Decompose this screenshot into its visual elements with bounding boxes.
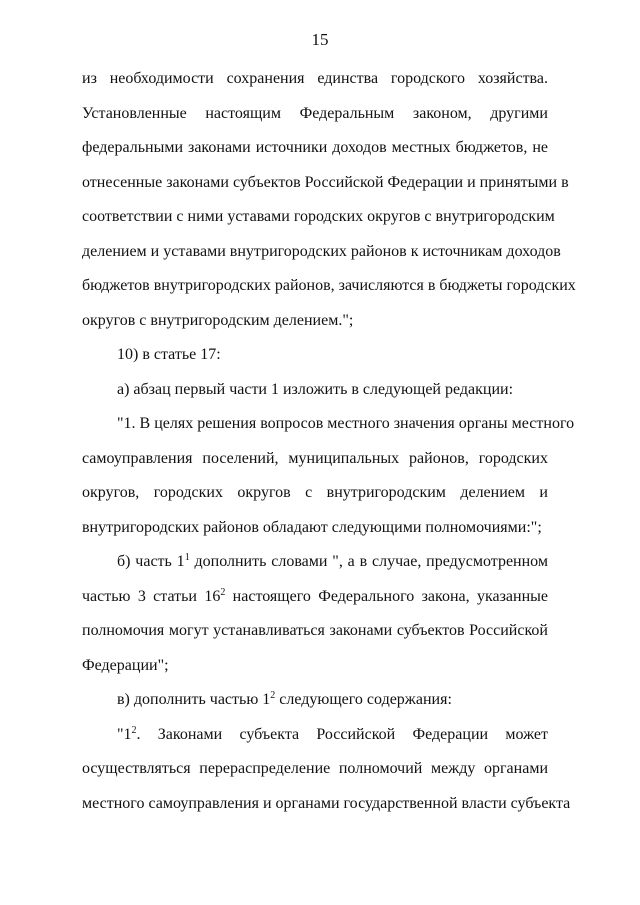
- text-line: округов с внутригородским делением.";: [82, 311, 354, 329]
- page-number: 15: [311, 30, 329, 49]
- text-line: [82, 580, 548, 615]
- text-line: бюджетов внутригородских районов, зачисляются в бюджеты городских: [82, 277, 576, 294]
- text-fragment: следующего содержания:: [275, 691, 452, 708]
- text-line: из необходимости сохранения единства городского хозяйства.: [82, 70, 548, 87]
- text-line: местного самоуправления и органами государственной власти субъекта: [82, 794, 571, 812]
- text-line: а) абзац первый части 1 изложить в следующей редакции:: [117, 380, 514, 398]
- text-fragment: частью 3 статьи 16: [82, 587, 221, 605]
- text-line: осуществляться перераспределение полномочий между органами: [82, 760, 548, 777]
- text-line: Установленные настоящим Федеральным законом, другими: [82, 104, 548, 122]
- text-line: полномочия могут устанавливаться законами субъектов Российской: [82, 622, 548, 639]
- text-line: округов, городских округов с внутригородским делением и: [82, 484, 548, 501]
- text-fragment: "1: [117, 725, 132, 743]
- text-line: [82, 545, 548, 580]
- text-fragment: дополнить словами ", а в случае, предусмотренном: [189, 553, 548, 570]
- text-line: Федерации";: [82, 656, 169, 674]
- text-line: отнесенные законами субъектов Российской Федерации и принятыми в: [82, 173, 569, 191]
- text-fragment: в) дополнить частью 1: [117, 691, 271, 708]
- body-text: [82, 62, 576, 821]
- text-line: делением и уставами внутригородских районов к источникам доходов: [82, 242, 561, 260]
- text-line: самоуправления поселений, муниципальных районов, городских: [82, 449, 548, 467]
- text-line: внутригородских районов обладают следующими полномочиями:";: [82, 518, 542, 536]
- superscript: 2: [220, 586, 226, 598]
- text-line: [82, 718, 548, 753]
- text-line: соответствии с ними уставами городских округов с внутригородским: [82, 208, 555, 225]
- text-fragment: б) часть 1: [117, 553, 185, 570]
- text-line: "1. В целях решения вопросов местного значения органы местного: [117, 415, 575, 432]
- text-fragment: . Законами субъекта Российской Федерации может: [136, 725, 548, 743]
- text-line: 10) в статье 17:: [117, 346, 221, 363]
- superscript: 2: [131, 724, 137, 736]
- superscript: 1: [184, 552, 190, 563]
- superscript: 2: [270, 690, 276, 701]
- text-fragment: настоящего Федерального закона, указанные: [225, 587, 548, 605]
- text-line: федеральными законами источники доходов местных бюджетов, не: [82, 139, 548, 156]
- text-line: [82, 683, 548, 718]
